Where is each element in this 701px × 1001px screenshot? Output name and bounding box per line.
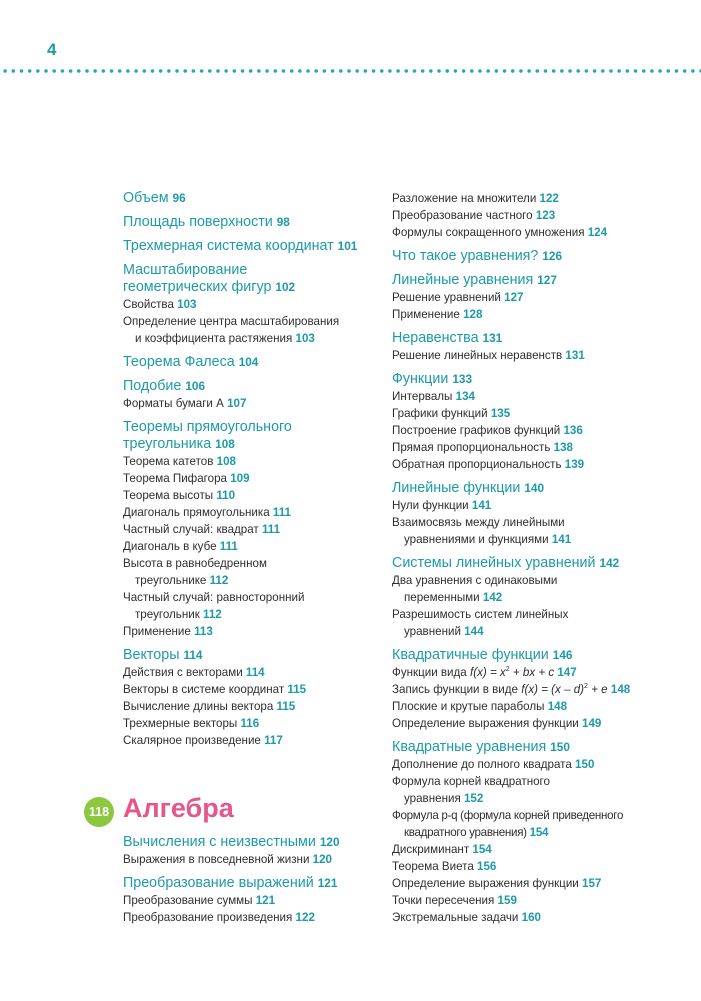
toc-entry[interactable]: Высота в равнобедренном треугольнике 112 [123,557,267,587]
toc-column-left [123,190,388,756]
toc-entry[interactable]: Функции вида $f(x) = x^2$ + bx + c 147 [392,666,577,679]
toc-heading[interactable]: Вычисления с неизвестными 120 [123,834,340,850]
toc-entry[interactable]: Определение выражения функции 157 [392,877,602,890]
toc-entry[interactable]: Взаимосвязь между линейными уравнениями и функциями 141 [392,516,572,546]
toc-entry[interactable]: Построение графиков функций 136 [392,424,583,437]
toc-entry[interactable]: Действия с векторами 114 [123,666,265,679]
toc-entry[interactable]: Определение выражения функции 149 [392,717,602,730]
toc-section-unknowns [123,834,388,868]
toc-entry[interactable]: Диагональ прямоугольника 111 [123,506,291,519]
toc-entry[interactable]: Форматы бумаги А 107 [123,397,247,410]
toc-section-quadratic-equations [392,739,692,926]
toc-entry[interactable]: Свойства 103 [123,298,197,311]
toc-entry[interactable]: Преобразование суммы 121 [123,894,276,907]
chapter-title: Алгебра [123,793,234,823]
toc-entry[interactable]: Решение уравнений 127 [392,291,524,304]
toc-entry[interactable]: Векторы в системе координат 115 [123,683,307,696]
toc-section-3d-coordinates [123,238,388,255]
toc-entry[interactable]: Формула корней квадратного уравнения 152 [392,775,550,805]
toc-entry[interactable]: Частный случай: равносторонний треугольник 112 [123,591,305,621]
toc-section-inequalities [392,330,692,364]
toc-section-linear-functions [392,480,692,548]
toc-section-vectors [123,647,388,749]
toc-entry[interactable]: Обратная пропорциональность 139 [392,458,585,471]
toc-section-scaling [123,262,388,347]
toc-entry[interactable]: Частный случай: квадрат 111 [123,523,281,536]
toc-entry[interactable]: Экстремальные задачи 160 [392,911,541,924]
toc-entry[interactable]: Точки пересечения 159 [392,894,517,907]
toc-section-right-triangle [123,419,388,640]
toc-section-linear-systems [392,555,692,640]
toc-entry[interactable]: Разрешимость систем линейных уравнений 144 [392,608,569,638]
toc-heading[interactable]: Квадратные уравнения 150 [392,739,570,755]
toc-heading[interactable]: Квадратичные функции 146 [392,647,573,663]
toc-heading[interactable]: Что такое уравнения? 126 [392,248,563,264]
chapter-page-badge: 118 [84,797,114,827]
toc-heading[interactable]: Масштабирование геометрических фигур 102 [123,262,296,295]
toc-section-thales [123,354,388,371]
toc-entry[interactable]: Вычисление длины вектора 115 [123,700,296,713]
toc-entry[interactable]: Плоские и крутые параболы 148 [392,700,568,713]
toc-section-surface-area [123,214,388,231]
toc-section-transform-expressions [123,875,388,926]
toc-section-volume [123,190,388,207]
toc-heading[interactable]: Функции 133 [392,371,473,387]
toc-entry[interactable]: Интервалы 134 [392,390,475,403]
toc-entry[interactable]: Теорема высоты 110 [123,489,236,502]
toc-heading[interactable]: Трехмерная система координат 101 [123,238,358,254]
toc-section-functions [392,371,692,473]
toc-column-right [392,190,692,933]
toc-section-linear-equations [392,272,692,323]
toc-entry[interactable]: Преобразование произведения 122 [123,911,315,924]
toc-entry[interactable]: Диагональ в кубе 111 [123,540,238,553]
toc-entry[interactable]: Дискриминант 154 [392,843,492,856]
toc-heading[interactable]: Линейные функции 140 [392,480,545,496]
toc-entry[interactable]: Формулы сокращенного умножения 124 [392,226,608,239]
toc-entry[interactable]: Преобразование частного 123 [392,209,556,222]
toc-entry[interactable]: Запись функции в виде f(x) = (x – d)$^2$ + e 148 [392,683,631,696]
toc-heading[interactable]: Линейные уравнения 127 [392,272,557,288]
toc-entry[interactable]: Графики функций 135 [392,407,511,420]
toc-entry[interactable]: Разложение на множители 122 [392,192,559,205]
page-number: 4 [47,40,57,59]
toc-heading[interactable]: Объем 96 [123,190,186,206]
toc-entry[interactable]: Теорема Виета 156 [392,860,497,873]
toc-entry[interactable]: Скалярное произведение 117 [123,734,283,747]
toc-heading[interactable]: Теорема Фалеса 104 [123,354,259,370]
toc-column-left-algebra [123,834,388,933]
toc-entry[interactable]: Нули функции 141 [392,499,492,512]
dotted-divider [0,68,701,74]
toc-section-equations [392,248,692,265]
toc-entry[interactable]: Определение центра масштабирования и коэффициента растяжения 103 [123,315,340,345]
toc-heading[interactable]: Подобие 106 [123,378,206,394]
toc-entry[interactable]: Теорема катетов 108 [123,455,236,468]
toc-heading[interactable]: Неравенства 131 [392,330,503,346]
toc-entry[interactable]: Прямая пропорциональность 138 [392,441,573,454]
toc-heading[interactable]: Векторы 114 [123,647,203,663]
toc-entry[interactable]: Теорема Пифагора 109 [123,472,250,485]
toc-entry[interactable]: Дополнение до полного квадрата 150 [392,758,595,771]
toc-section-similarity [123,378,388,412]
toc-entry[interactable]: Формула p-q (формула корней приведенного квадратного уравнения) 154 [392,809,624,839]
toc-heading[interactable]: Системы линейных уравнений 142 [392,555,620,571]
toc-section-quadratic-functions [392,647,692,732]
toc-heading[interactable]: Площадь поверхности 98 [123,214,290,230]
toc-section-continued [392,190,692,241]
toc-heading[interactable]: Преобразование выражений 121 [123,875,338,891]
toc-entry[interactable]: Применение 113 [123,625,213,638]
toc-entry[interactable]: Решение линейных неравенств 131 [392,349,585,362]
toc-entry[interactable]: Трехмерные векторы 116 [123,717,260,730]
toc-entry[interactable]: Два уравнения с одинаковыми переменными 142 [392,574,558,604]
toc-entry[interactable]: Выражения в повседневной жизни 120 [123,853,332,866]
toc-heading[interactable]: Теоремы прямоугольного треугольника 108 [123,419,292,452]
toc-entry[interactable]: Применение 128 [392,308,483,321]
